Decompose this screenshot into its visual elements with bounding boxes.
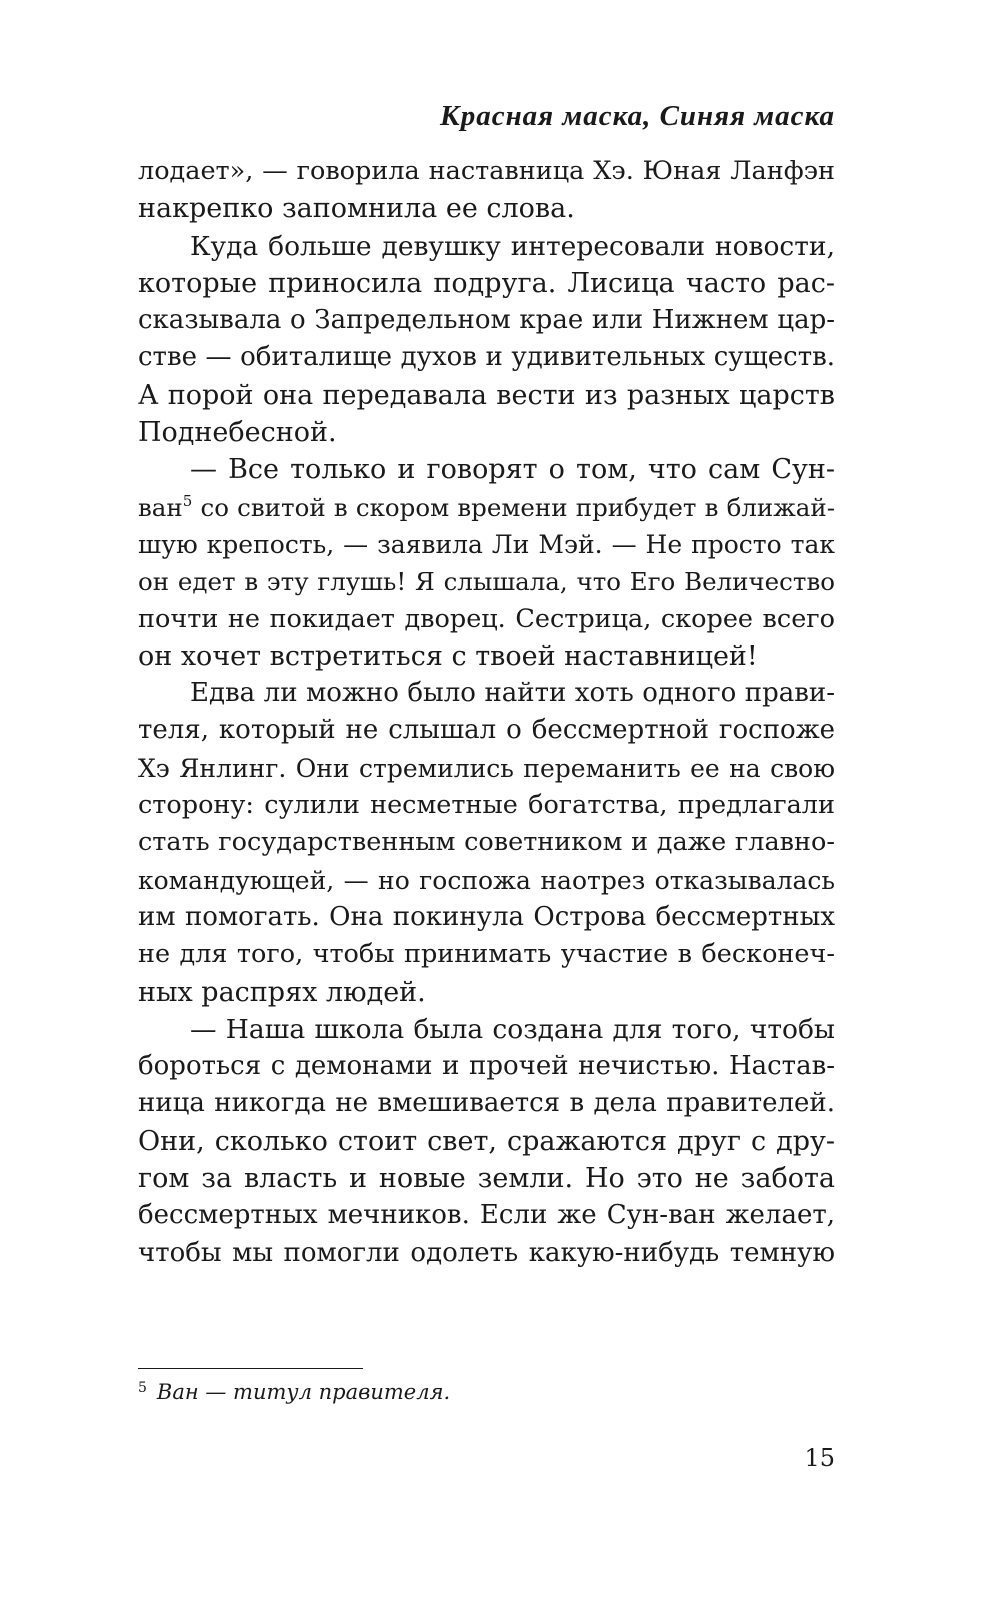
- text-line: почти не покидает дворец. Сестрица, скорее всего: [138, 603, 835, 634]
- text-line: шую крепость, — заявила Ли Мэй. — Не просто так: [138, 529, 835, 559]
- text-line: бороться с демонами и прочей нечистью. Настав-: [138, 1051, 835, 1082]
- text-line: стве — обиталище духов и удивительных существ.: [138, 342, 835, 373]
- text-line: Поднебесной.: [138, 417, 337, 449]
- footnote-divider: [138, 1368, 363, 1369]
- text-line: Они, сколько стоит свет, сражаются друг с дру-: [138, 1125, 835, 1157]
- text-line: накрепко запомнила ее слова.: [138, 193, 575, 225]
- text-line: которые приносила подруга. Лисица часто рас-: [138, 267, 835, 299]
- text-line: гом за власть и новые земли. Но это не забота: [138, 1163, 835, 1195]
- text-line: командующей, — но госпожа наотрез отказывалась: [138, 865, 835, 895]
- text-line: А порой она передавала вести из разных царств: [138, 379, 835, 411]
- text-line: не для того, чтобы принимать участие в бесконеч-: [138, 939, 835, 970]
- footnote: [138, 1380, 450, 1404]
- text-line: Едва ли можно было найти хоть одного прави-: [190, 678, 835, 709]
- footnote-ref: 5: [182, 491, 193, 510]
- text-line-part: ван: [138, 492, 183, 522]
- text-line: сказывала о Запредельном крае или Нижнем цар-: [138, 305, 835, 336]
- text-line: он хочет встретиться с твоей наставницей!: [138, 640, 758, 672]
- footnote-number: 5: [138, 1380, 147, 1396]
- text-line: Куда больше девушку интересовали новости,: [190, 230, 835, 262]
- body-text: [138, 153, 835, 1272]
- text-line: теля, который не слышал о бессмертной госпоже: [138, 715, 835, 746]
- text-line: [138, 489, 835, 526]
- text-line-part: со свитой в скором времени прибудет в ближай-: [192, 492, 835, 522]
- text-line: стать государственным советником и даже главно-: [138, 827, 835, 858]
- text-line: ница никогда не вмешивается в дела правителей.: [138, 1088, 835, 1119]
- text-line: — Наша школа была создана для того, чтобы: [190, 1013, 835, 1045]
- text-line: бессмертных мечников. Если же Сун-ван желает,: [138, 1200, 835, 1231]
- text-line: им помогать. Она покинула Острова бессмертных: [138, 901, 835, 932]
- text-line: — Все только и говорят о том, что сам Сун-: [190, 454, 835, 486]
- text-line: лодает», — говорила наставница Хэ. Юная Ланфэн: [138, 156, 835, 186]
- text-line: чтобы мы помогли одолеть какую-нибудь темную: [138, 1237, 835, 1268]
- text-line: Хэ Янлинг. Они стремились переманить ее на свою: [138, 753, 835, 783]
- text-line: он едет в эту глушь! Я слышала, что Его Величество: [138, 567, 835, 597]
- text-line: ных распрях людей.: [138, 976, 426, 1008]
- page-number: 15: [804, 1444, 835, 1472]
- running-head: Красная маска, Синяя маска: [440, 100, 835, 132]
- text-line: сторону: сулили несметные богатства, предлагали: [138, 790, 835, 821]
- footnote-text: Ван — титул правителя.: [156, 1380, 451, 1404]
